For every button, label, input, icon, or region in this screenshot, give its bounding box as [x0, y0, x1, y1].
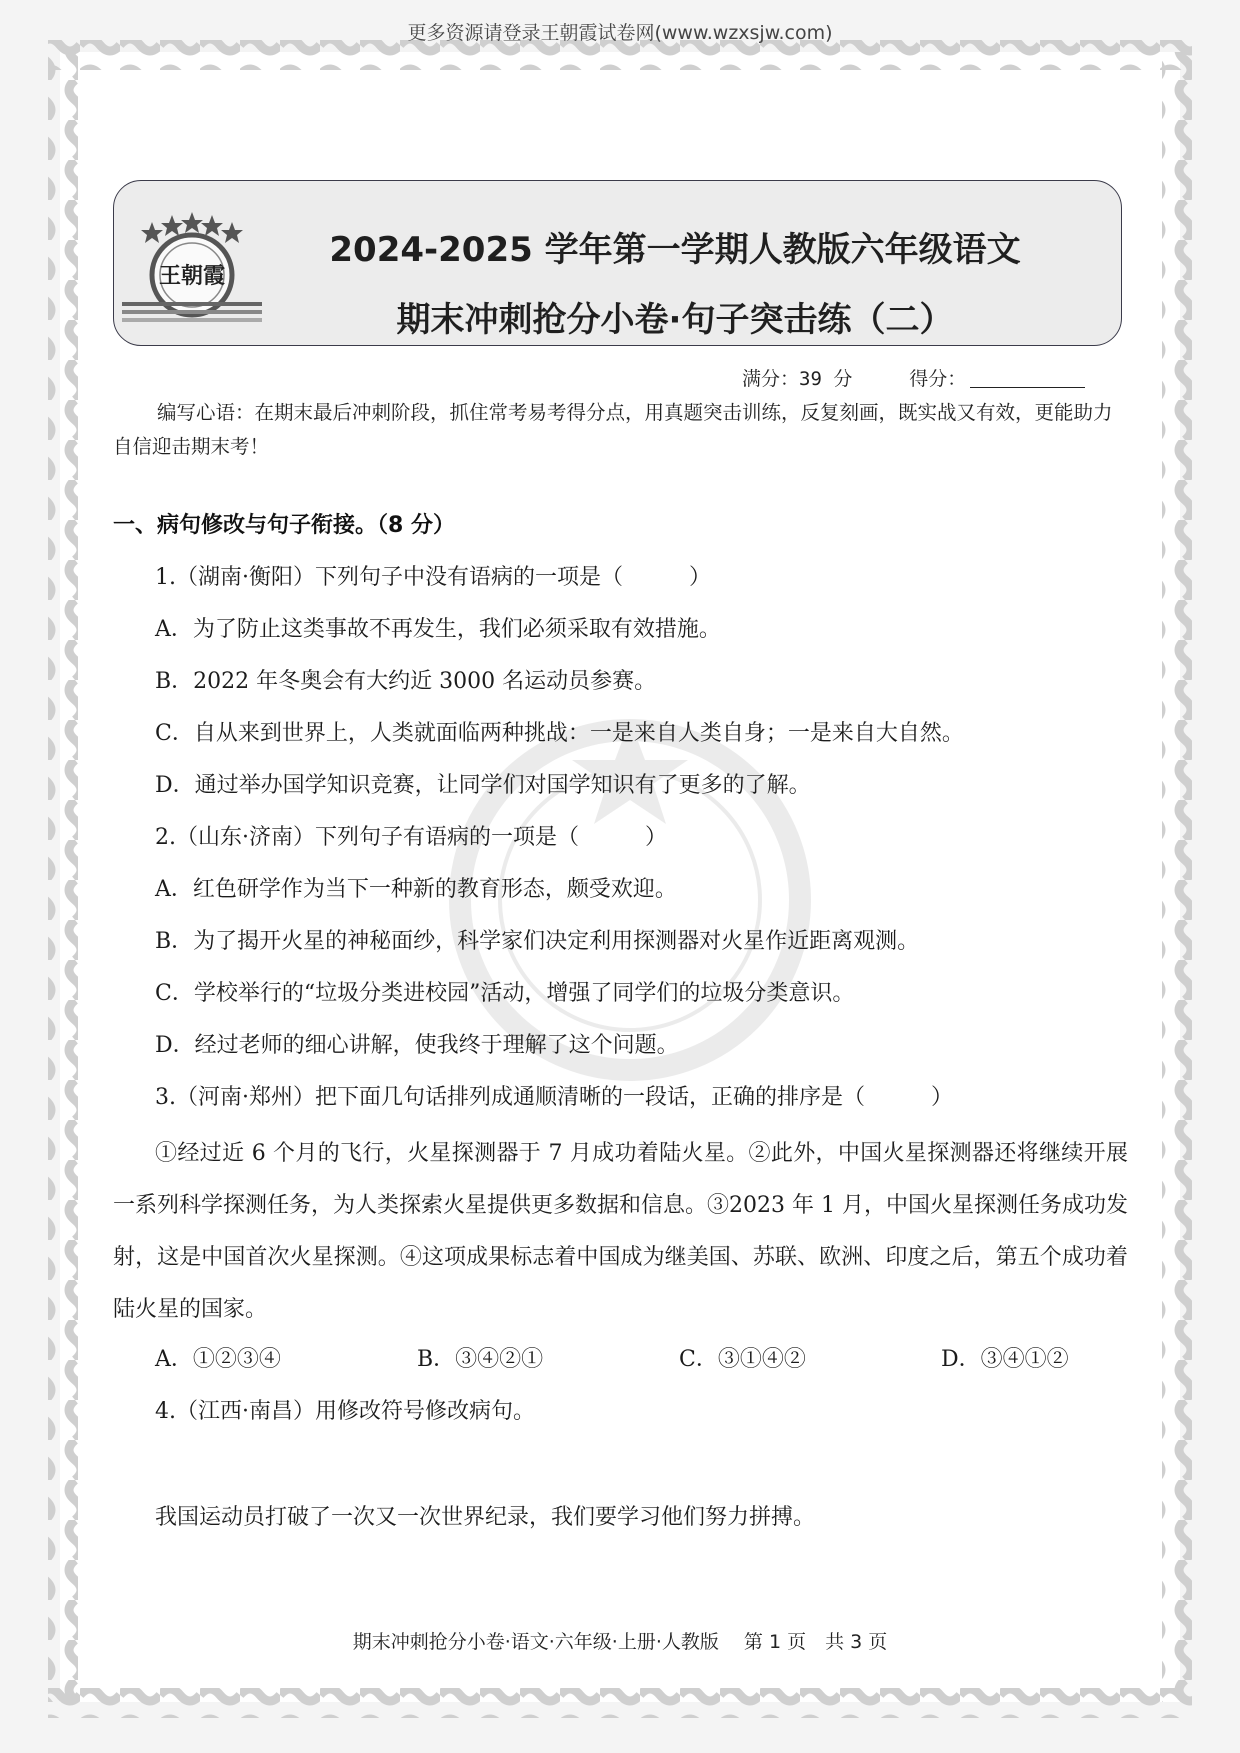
page-footer: 期末冲刺抢分小卷·语文·六年级·上册·人教版 第 1 页 共 3 页 [352, 1631, 888, 1653]
section-title: 一、病句修改与句子衔接。（8 分） [113, 513, 455, 538]
question-1-option-d: D．通过举办国学知识竞赛，让同学们对国学知识有了更多的了解。 [155, 773, 811, 798]
question-2-option-d: D．经过老师的细心讲解，使我终于理解了这个问题。 [155, 1033, 679, 1058]
question-3-option-d: D．③④①② [941, 1347, 1069, 1372]
question-2-option-c: C．学校举行的“垃圾分类进校园”活动，增强了同学们的垃圾分类意识。 [155, 981, 855, 1006]
question-3-passage: ①经过近 6 个月的飞行，火星探测器于 7 月成功着陆火星。②此外，中国火星探测器还将继续开展一系列科学探测任务，为人类探索火星提供更多数据和信息。③2023 年 1 月，中国火星探测任务成功发射，这是中国首次火星探测。④这项成果标志着中国成为继美国、苏联、欧洲、印度之后，第五个成功着陆火星的国家。 [113, 1141, 1128, 1322]
score-line [742, 364, 1085, 391]
question-3-stem: 3.（河南·郑州）把下面几句话排列成通顺清晰的一段话，正确的排序是（ ） [155, 1085, 953, 1110]
question-4-stem: 4.（江西·南昌）用修改符号修改病句。 [155, 1399, 535, 1424]
question-1-stem: 1.（湖南·衡阳）下列句子中没有语病的一项是（ ） [155, 565, 711, 590]
question-3-option-a: A．①②③④ [155, 1347, 281, 1372]
question-2-stem: 2.（山东·济南）下列句子有语病的一项是（ ） [155, 825, 667, 850]
question-4-sentence: 我国运动员打破了一次又一次世界纪录，我们要学习他们努力拼搏。 [155, 1505, 816, 1530]
page-title-line1: 2024-2025 学年第一学期人教版六年级语文 [329, 230, 1021, 270]
intro-note: 编写心语：在期末最后冲刺阶段，抓住常考易考得分点，用真题突击训练，反复刻画，既实战又有效，更能助力自信迎击期末考！ [113, 401, 1113, 458]
logo [122, 210, 262, 325]
page-title-line2: 期末冲刺抢分小卷·句子突击练（二） [396, 300, 954, 340]
logo-text: 王朝霞 [158, 263, 226, 289]
full-score: 满分：39 分 [742, 368, 853, 390]
top-banner: 更多资源请登录王朝霞试卷网(www.wzxsjw.com) [407, 22, 833, 44]
score-label: 得分： [909, 368, 967, 390]
question-3-option-b: B．③④②① [417, 1347, 544, 1372]
score-blank[interactable] [970, 369, 1085, 388]
question-1-option-c: C．自从来到世界上，人类就面临两种挑战：一是来自人类自身；一是来自大自然。 [155, 721, 964, 746]
question-1-option-b: B．2022 年冬奥会有大约近 3000 名运动员参赛。 [155, 669, 657, 694]
question-3-option-c: C．③①④② [679, 1347, 806, 1372]
question-2-option-b: B．为了揭开火星的神秘面纱，科学家们决定利用探测器对火星作近距离观测。 [155, 929, 920, 954]
question-2-option-a: A．红色研学作为当下一种新的教育形态，颇受欢迎。 [155, 877, 677, 902]
question-1-option-a: A．为了防止这类事故不再发生，我们必须采取有效措施。 [155, 617, 721, 642]
